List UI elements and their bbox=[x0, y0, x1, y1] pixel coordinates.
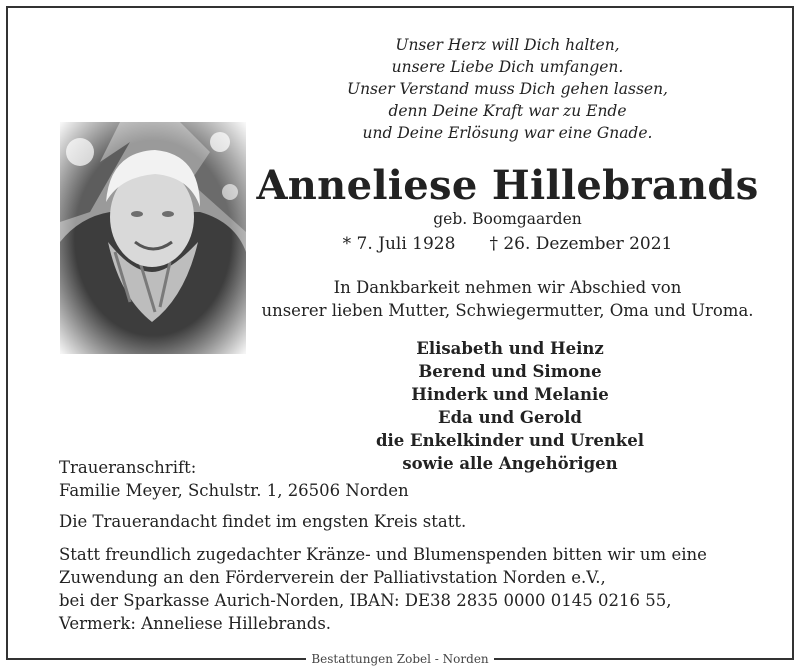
poem-line: Unser Verstand muss Dich gehen lassen, bbox=[347, 80, 668, 98]
donation-note bbox=[59, 543, 779, 635]
mourner: die Enkelkinder und Urenkel bbox=[375, 431, 645, 450]
thanks-line: unserer lieben Mutter, Schwiegermutter, Oma und Uroma. bbox=[261, 301, 754, 320]
mourning-address bbox=[59, 456, 439, 502]
mourners-list bbox=[340, 337, 680, 475]
mourner: Hinderk und Melanie bbox=[411, 385, 609, 404]
donation-line: Zuwendung an den Förderverein der Palliativstation Norden e.V., bbox=[59, 568, 606, 587]
poem-line: unsere Liebe Dich umfangen. bbox=[391, 58, 624, 76]
funeral-home-name: Bestattungen Zobel - Norden bbox=[306, 652, 493, 666]
donation-line: bei der Sparkasse Aurich-Norden, IBAN: DE38 2835 0000 0145 0216 55, bbox=[59, 591, 672, 610]
mourner: sowie alle Angehörigen bbox=[402, 454, 618, 473]
funeral-home-credit bbox=[0, 652, 800, 666]
death-date: † 26. Dezember 2021 bbox=[489, 234, 673, 254]
address-label: Traueranschrift: bbox=[59, 458, 197, 477]
donation-line: Statt freundlich zugedachter Kränze- und Blumenspenden bitten wir um eine bbox=[59, 545, 707, 564]
poem-line: und Deine Erlösung war eine Gnade. bbox=[362, 124, 653, 142]
poem-line: denn Deine Kraft war zu Ende bbox=[388, 102, 627, 120]
poem-line: Unser Herz will Dich halten, bbox=[395, 36, 620, 54]
donation-line: Vermerk: Anneliese Hillebrands. bbox=[59, 614, 332, 633]
thanks-line: In Dankbarkeit nehmen wir Abschied von bbox=[333, 278, 682, 297]
thanks-text bbox=[255, 276, 760, 322]
birth-date: * 7. Juli 1928 bbox=[342, 234, 456, 254]
ceremony-note: Die Trauerandacht findet im engsten Kreis statt. bbox=[59, 512, 467, 531]
maiden-name: geb. Boomgaarden bbox=[433, 210, 582, 228]
life-dates bbox=[255, 234, 760, 254]
portrait-photo bbox=[60, 122, 246, 354]
mourner: Berend und Simone bbox=[418, 362, 602, 381]
mourner: Elisabeth und Heinz bbox=[416, 339, 604, 358]
poem bbox=[255, 34, 760, 144]
mourner: Eda und Gerold bbox=[438, 408, 582, 427]
deceased-name: Anneliese Hillebrands bbox=[256, 162, 759, 209]
address-line: Familie Meyer, Schulstr. 1, 26506 Norden bbox=[59, 481, 409, 500]
